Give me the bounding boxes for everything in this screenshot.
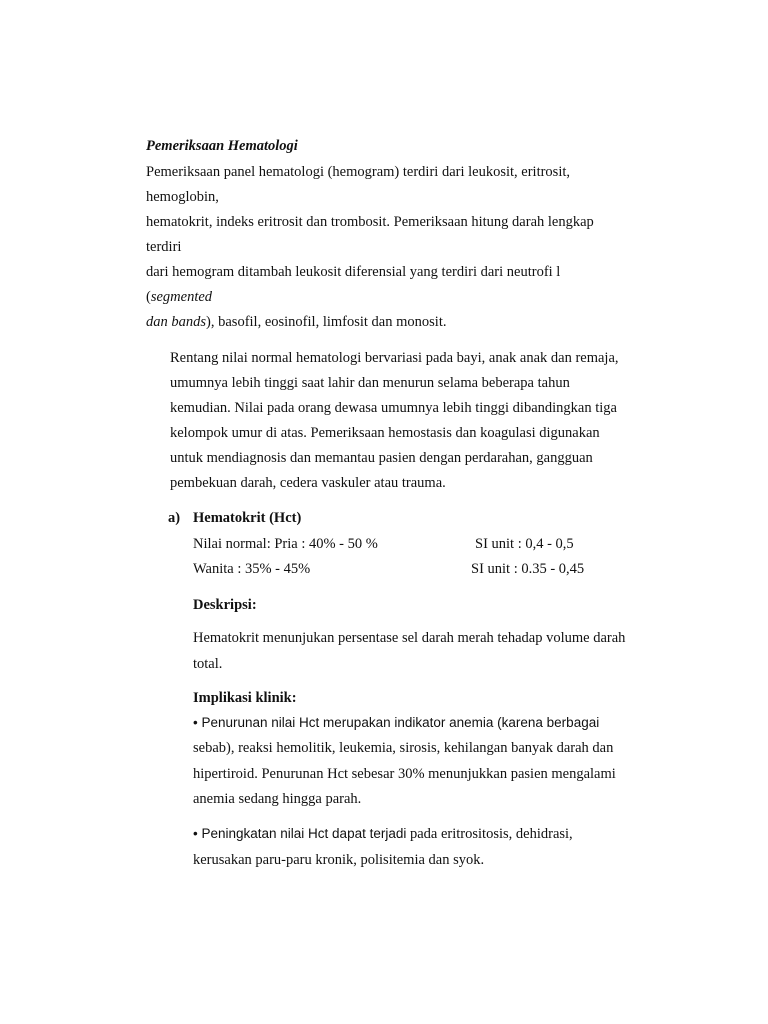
- hct-normal-female: Wanita : 35% - 45%: [193, 561, 311, 577]
- paragraph2-line-2: umumnya lebih tinggi saat lahir dan menurun selama beberapa tahun: [170, 375, 570, 391]
- description-line-2: total.: [193, 656, 223, 672]
- intro-line-2: hemoglobin,: [146, 189, 219, 205]
- list-marker-a: a): [168, 510, 181, 526]
- bullet2-line-2: kerusakan paru-paru kronik, polisitemia dan syok.: [193, 852, 485, 868]
- hct-si-female: SI unit : 0.35 - 0,45: [471, 561, 585, 577]
- description-line-1: Hematokrit menunjukan persentase sel darah merah tehadap volume darah: [193, 630, 626, 646]
- paragraph2-line-1: Rentang nilai normal hematologi bervariasi pada bayi, anak anak dan remaja,: [170, 350, 619, 366]
- paragraph2-line-3: kemudian. Nilai pada orang dewasa umumnya lebih tinggi dibandingkan tiga: [170, 400, 617, 416]
- hct-heading: Hematokrit (Hct): [193, 510, 302, 526]
- intro-line-5: dari hemogram ditambah leukosit diferensial yang terdiri dari neutrofi l: [146, 264, 561, 280]
- intro-line-6: [146, 288, 212, 306]
- bands-term: dan bands: [146, 314, 207, 330]
- intro-line-1: Pemeriksaan panel hematologi (hemogram) terdiri dari leukosit, eritrosit,: [146, 164, 570, 180]
- segmented-term: segmented: [150, 289, 213, 305]
- hct-normal-male: Nilai normal: Pria : 40% - 50 %: [193, 536, 378, 552]
- bullet1-line-4: anemia sedang hingga parah.: [193, 791, 362, 807]
- bullet1-line-1: • Penurunan nilai Hct merupakan indikator anemia (karena berbagai: [193, 715, 600, 730]
- hct-si-male: SI unit : 0,4 - 0,5: [475, 536, 574, 552]
- open-paren: (: [146, 289, 151, 305]
- bullet1-line-3: hipertiroid. Penurunan Hct sebesar 30% menunjukkan pasien mengalami: [193, 766, 616, 782]
- paragraph2-line-5: untuk mendiagnosis dan memantau pasien dengan perdarahan, gangguan: [170, 450, 593, 466]
- bullet1-line-2: sebab), reaksi hemolitik, leukemia, sirosis, kehilangan banyak darah dan: [193, 740, 614, 756]
- bullet2-serif-part: pada eritrositosis, dehidrasi,: [406, 826, 573, 842]
- intro-line-7-rest: ), basofil, eosinofil, limfosit dan monosit.: [206, 314, 447, 330]
- description-label: Deskripsi:: [193, 597, 257, 613]
- bullet2-line-1: [193, 825, 573, 843]
- intro-line-3: hematokrit, indeks eritrosit dan trombosit. Pemeriksaan hitung darah lengkap: [146, 214, 594, 230]
- intro-line-7: [146, 313, 446, 331]
- section-title: Pemeriksaan Hematologi: [146, 138, 298, 154]
- paragraph2-line-4: kelompok umur di atas. Pemeriksaan hemostasis dan koagulasi digunakan: [170, 425, 600, 441]
- bullet2-sans-part: • Peningkatan nilai Hct dapat terjadi: [193, 826, 407, 841]
- paragraph2-line-6: pembekuan darah, cedera vaskuler atau trauma.: [170, 475, 446, 491]
- clinical-implication-label: Implikasi klinik:: [193, 690, 297, 706]
- intro-line-4: terdiri: [146, 239, 182, 255]
